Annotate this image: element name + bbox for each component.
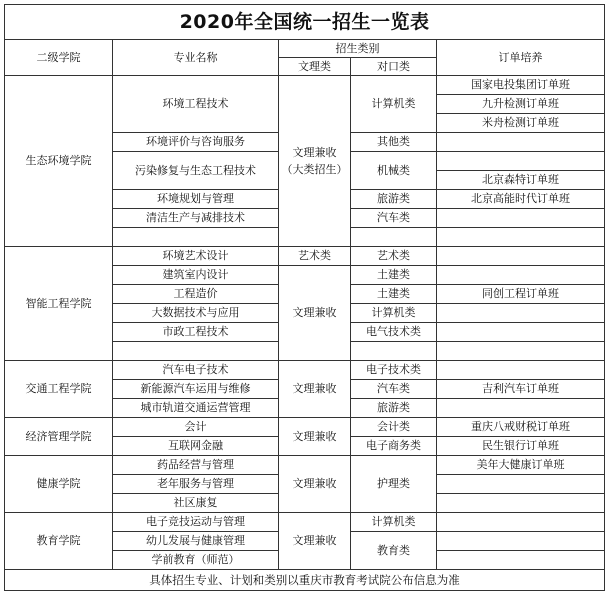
order-cell [437, 266, 605, 285]
major-cell: 药品经营与管理 [113, 456, 279, 475]
footer-note: 具体招生专业、计划和类别以重庆市教育考试院公布信息为准 [5, 570, 605, 591]
duikou-cell: 汽车类 [351, 209, 437, 228]
order-cell [437, 532, 605, 551]
duikou-cell: 艺术类 [351, 247, 437, 266]
enroll-type-cell: 文理兼收 [279, 418, 351, 456]
major-cell: 建筑室内设计 [113, 266, 279, 285]
enroll-type-cell: 文理兼收 [279, 513, 351, 570]
order-cell [437, 323, 605, 342]
order-cell: 北京森特订单班 [437, 171, 605, 190]
major-cell: 新能源汽车运用与维修 [113, 380, 279, 399]
major-cell: 电子竞技运动与管理 [113, 513, 279, 532]
major-cell: 工程造价 [113, 285, 279, 304]
major-cell: 清洁生产与减排技术 [113, 209, 279, 228]
enroll-type-cell: 文理兼收 [279, 456, 351, 513]
order-cell: 同创工程订单班 [437, 285, 605, 304]
order-cell [437, 361, 605, 380]
order-cell: 米舟检测订单班 [437, 114, 605, 133]
order-cell: 重庆八戒财税订单班 [437, 418, 605, 437]
header-major: 专业名称 [113, 40, 279, 76]
enroll-type-cell [279, 76, 351, 247]
header-college: 二级学院 [5, 40, 113, 76]
order-cell [437, 247, 605, 266]
duikou-cell: 计算机类 [351, 513, 437, 532]
order-cell [437, 133, 605, 152]
duikou-cell: 汽车类 [351, 380, 437, 399]
duikou-cell: 土建类 [351, 285, 437, 304]
enroll-type-cell: 文理兼收 [279, 266, 351, 361]
duikou-cell: 计算机类 [351, 304, 437, 323]
header-category-group: 招生类别 [279, 40, 437, 58]
major-cell: 会计 [113, 418, 279, 437]
duikou-cell: 计算机类 [351, 76, 437, 133]
major-cell: 污染修复与生态工程技术 [113, 152, 279, 190]
order-cell [437, 304, 605, 323]
duikou-cell: 会计类 [351, 418, 437, 437]
order-cell [437, 342, 605, 361]
duikou-cell: 旅游类 [351, 190, 437, 209]
major-cell: 环境评价与咨询服务 [113, 133, 279, 152]
duikou-cell [351, 228, 437, 247]
college-cell: 智能工程学院 [5, 247, 113, 361]
college-cell: 经济管理学院 [5, 418, 113, 456]
college-cell: 健康学院 [5, 456, 113, 513]
duikou-cell: 电气技术类 [351, 323, 437, 342]
order-cell [437, 494, 605, 513]
college-cell: 交通工程学院 [5, 361, 113, 418]
duikou-cell: 电子技术类 [351, 361, 437, 380]
major-cell: 社区康复 [113, 494, 279, 513]
enroll-type-cell: 文理兼收 [279, 361, 351, 418]
order-cell [437, 551, 605, 570]
duikou-cell [351, 342, 437, 361]
order-cell: 九升检测订单班 [437, 95, 605, 114]
order-cell [437, 228, 605, 247]
college-cell: 生态环境学院 [5, 76, 113, 247]
enrollment-table [4, 4, 605, 591]
major-cell [113, 342, 279, 361]
major-cell: 环境艺术设计 [113, 247, 279, 266]
college-cell: 教育学院 [5, 513, 113, 570]
duikou-cell: 教育类 [351, 532, 437, 570]
major-cell: 环境规划与管理 [113, 190, 279, 209]
table-title: 2020年全国统一招生一览表 [5, 5, 605, 40]
header-order: 订单培养 [437, 40, 605, 76]
order-cell: 民生银行订单班 [437, 437, 605, 456]
duikou-cell: 电子商务类 [351, 437, 437, 456]
major-cell: 汽车电子技术 [113, 361, 279, 380]
duikou-cell: 其他类 [351, 133, 437, 152]
enroll-type-text: 文理兼收 （大类招生） [281, 146, 348, 176]
order-cell [437, 399, 605, 418]
order-cell: 北京高能时代订单班 [437, 190, 605, 209]
major-cell: 市政工程技术 [113, 323, 279, 342]
major-cell: 城市轨道交通运营管理 [113, 399, 279, 418]
major-cell: 学前教育（师范） [113, 551, 279, 570]
order-cell [437, 513, 605, 532]
order-cell [437, 209, 605, 228]
order-cell [437, 152, 605, 171]
order-cell: 国家电投集团订单班 [437, 76, 605, 95]
major-cell: 老年服务与管理 [113, 475, 279, 494]
order-cell: 美年大健康订单班 [437, 456, 605, 475]
header-duikou: 对口类 [351, 58, 437, 76]
duikou-cell: 旅游类 [351, 399, 437, 418]
duikou-cell: 机械类 [351, 152, 437, 190]
major-cell: 互联网金融 [113, 437, 279, 456]
order-cell [437, 475, 605, 494]
enroll-type-cell: 艺术类 [279, 247, 351, 266]
major-cell: 大数据技术与应用 [113, 304, 279, 323]
duikou-cell: 土建类 [351, 266, 437, 285]
order-cell: 吉利汽车订单班 [437, 380, 605, 399]
major-cell: 环境工程技术 [113, 76, 279, 133]
duikou-cell: 护理类 [351, 456, 437, 513]
header-wenli: 文理类 [279, 58, 351, 76]
major-cell: 幼儿发展与健康管理 [113, 532, 279, 551]
major-cell [113, 228, 279, 247]
